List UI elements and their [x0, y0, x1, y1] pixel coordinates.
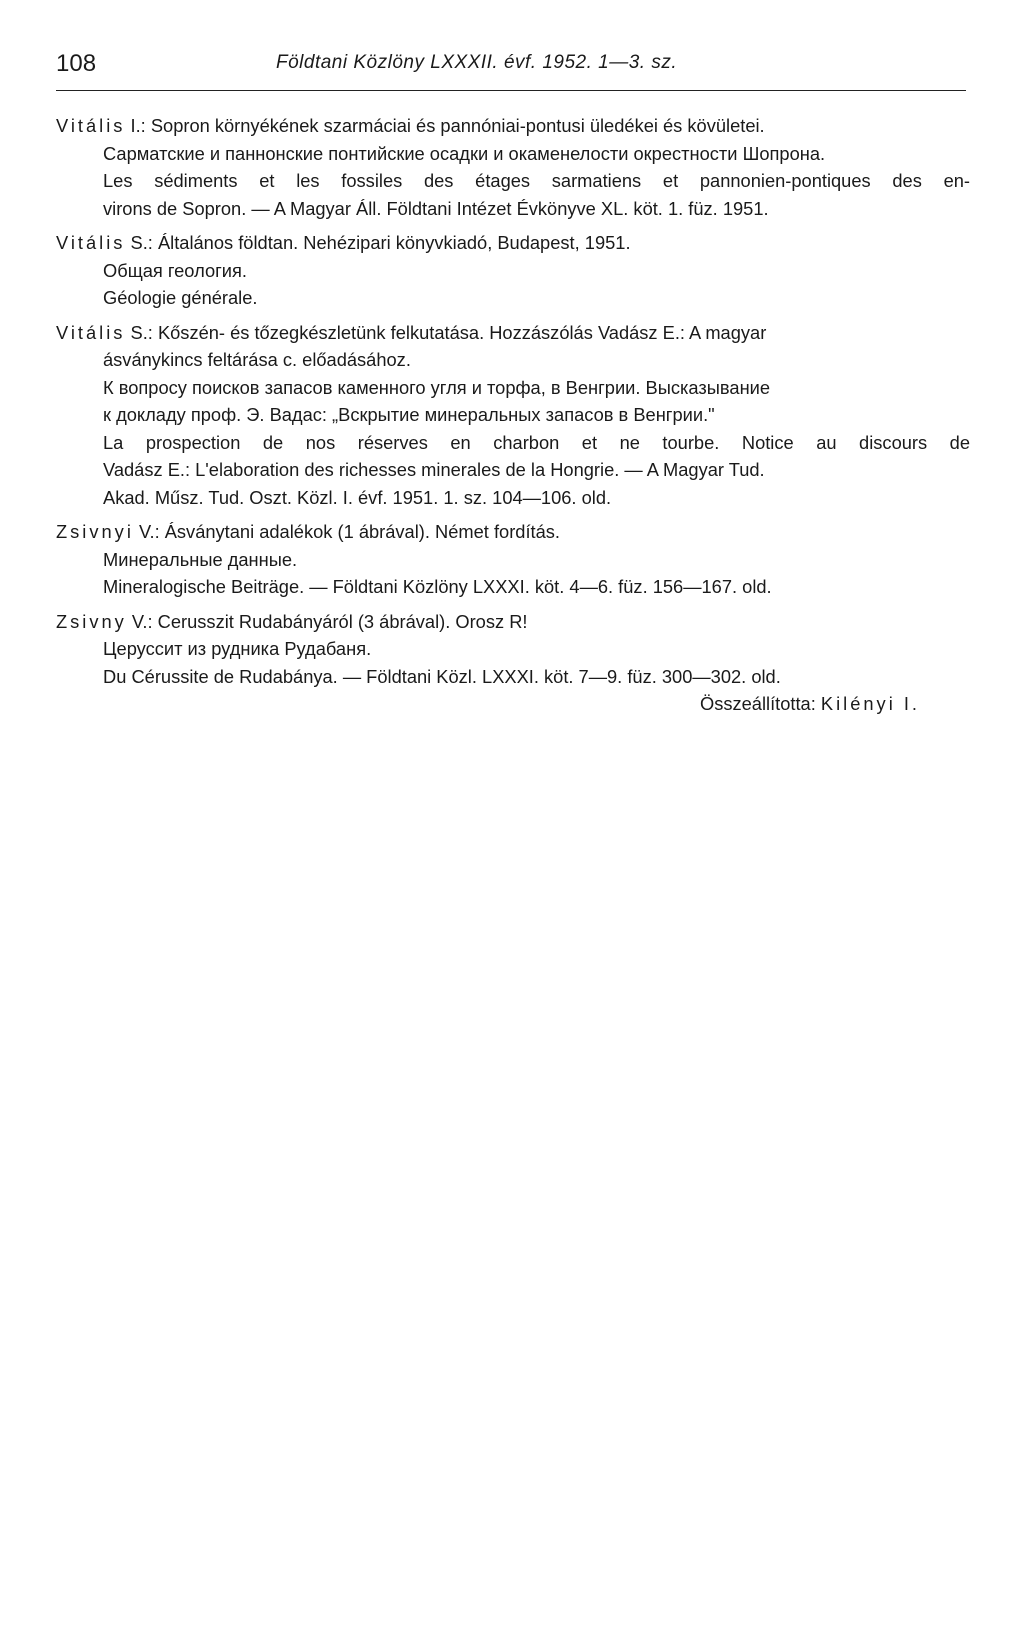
- entry-line: Сарматские и паннонские понтийские осадки и окаменелости окрестности Шопрона.: [103, 142, 826, 164]
- entry-author: Vitális: [56, 321, 126, 343]
- entry-line: Les sédiments et les fossiles des étages sarmatiens et pannonien-pontiques des en-: [103, 170, 970, 191]
- bibliography-entry: [56, 518, 970, 601]
- entry-first-line: V.: Ásványtani adalékok (1 ábrával). Német fordítás.: [133, 521, 560, 542]
- entry-line: Du Cérussite de Rudabánya. — Földtani Közl. LXXXI. köt. 7—9. füz. 300—302. old.: [103, 665, 781, 687]
- running-head: Földtani Közlöny LXXXII. évf. 1952. 1—3. sz.: [276, 52, 678, 73]
- bibliography-entry: [56, 608, 970, 691]
- entry-line: Церуссит из рудника Рудабаня.: [103, 638, 372, 659]
- entry-first-line: V.: Cerusszit Rudabányáról (3 ábrával). Orosz R!: [126, 610, 528, 632]
- signature-label: Összeállította:: [699, 693, 816, 714]
- entry-line: Mineralogische Beiträge. — Földtani Közlöny LXXXI. köt. 4—6. füz. 156—167. old.: [103, 576, 772, 597]
- bibliography-entry: [56, 319, 970, 512]
- page-header: [56, 50, 966, 91]
- bibliography-list: [56, 112, 970, 718]
- entry-line: Минеральные данные.: [103, 548, 298, 570]
- page-number: 108: [56, 50, 97, 77]
- entry-first-line: S.: Általános földtan. Nehézipari könyvkiadó, Budapest, 1951.: [125, 232, 631, 253]
- entry-line: La prospection de nos réserves en charbon et ne tourbe. Notice au discours de: [103, 431, 970, 453]
- entry-line: virons de Sopron. — A Magyar Áll. Földtani Intézet Évkönyve XL. köt. 1. füz. 1951.: [103, 197, 769, 219]
- entry-author: Vitális: [56, 115, 126, 136]
- entry-first-line: S.: Kőszén- és tőzegkészletünk felkutatása. Hozzászólás Vadász E.: A magyar: [125, 321, 767, 343]
- entry-author: Zsivny: [56, 610, 127, 632]
- bibliography-entry: [56, 229, 970, 312]
- entry-line: ásványkincs feltárása c. előadásához.: [103, 349, 411, 370]
- signature-name: Kilényi I.: [820, 693, 920, 714]
- entry-line: к докладу проф. Э. Вадас: „Вскрытие минеральных запасов в Венгрии.": [103, 404, 715, 425]
- compiler-signature: [56, 690, 970, 718]
- entry-first-line: I.: Sopron környékének szarmáciai és pannóniai-pontusi üledékei és kövületei.: [125, 115, 765, 136]
- entry-author: Zsivnyi: [56, 521, 134, 542]
- entry-author: Vitális: [56, 232, 126, 253]
- entry-line: Общая геология.: [103, 259, 247, 281]
- entry-line: Vadász E.: L'elaboration des richesses minerales de la Hongrie. — A Magyar Tud.: [103, 459, 765, 480]
- entry-line: Géologie générale.: [103, 287, 258, 308]
- bibliography-entry: [56, 112, 970, 222]
- entry-line: К вопросу поисков запасов каменного угля и торфа, в Венгрии. Высказывание: [103, 376, 771, 398]
- entry-line: Akad. Műsz. Tud. Oszt. Közl. I. évf. 1951. 1. sz. 104—106. old.: [103, 486, 612, 508]
